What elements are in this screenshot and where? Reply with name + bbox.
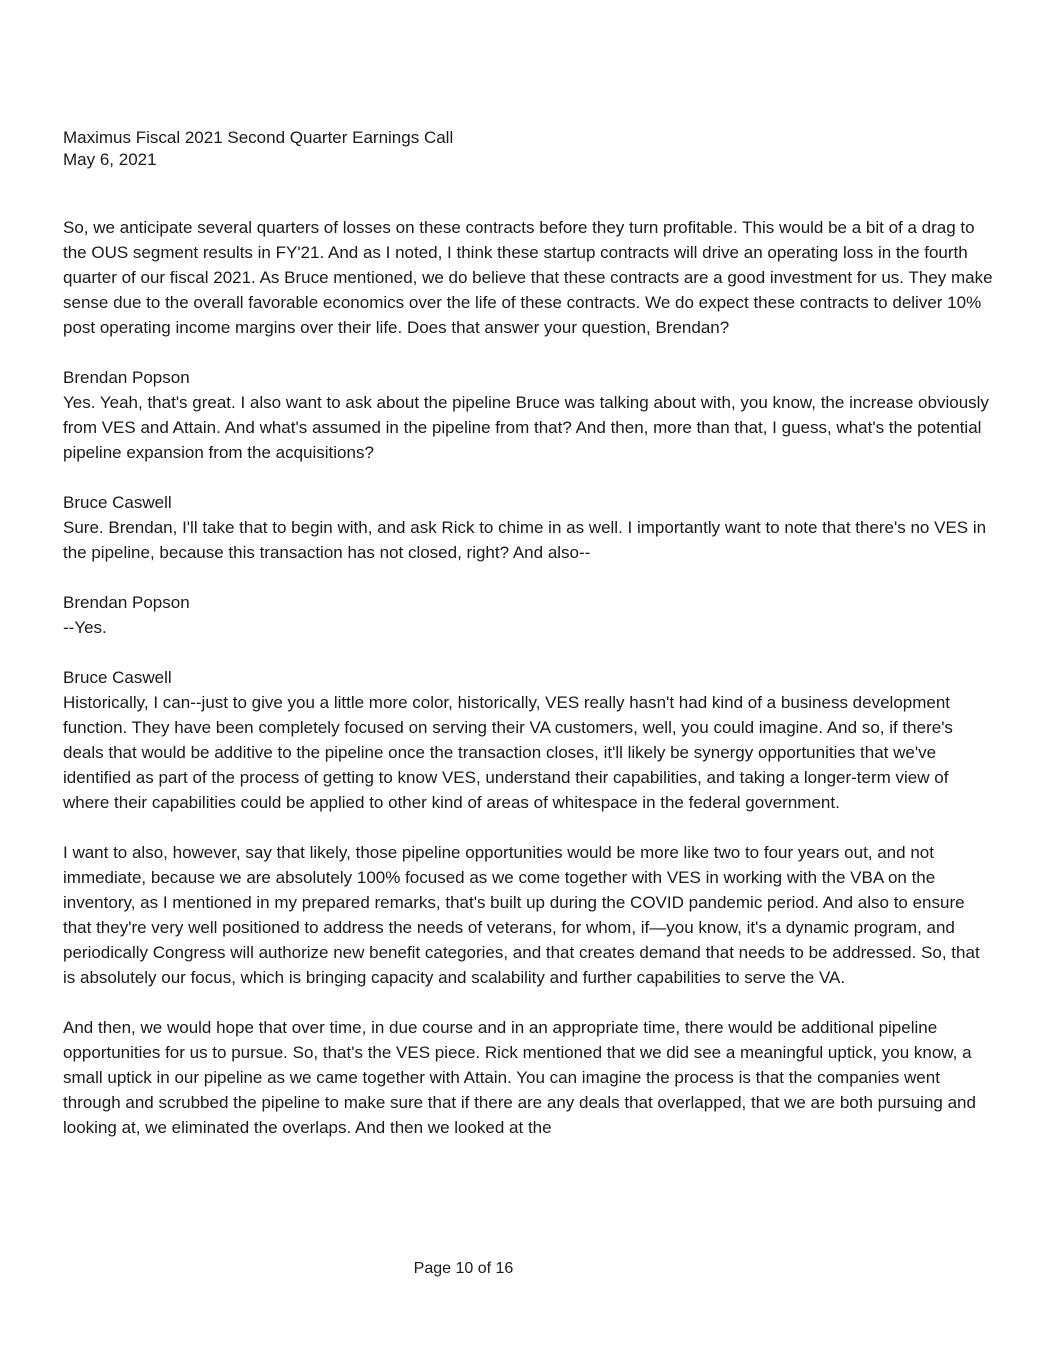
- paragraph-text: --Yes.: [63, 618, 107, 637]
- speaker-name: Bruce Caswell: [63, 493, 172, 512]
- paragraph-text: Yes. Yeah, that's great. I also want to ask about the pipeline Bruce was talking about with, you know, the increase obviously from VES and Attain. And what's assumed in the pipeline from that? And then, more than that, I guess, what's the potential pipeline expansion from the acquisitions?: [63, 393, 989, 462]
- speaker-name: Bruce Caswell: [63, 668, 172, 687]
- transcript-block: [63, 490, 993, 565]
- transcript-block: [63, 665, 993, 815]
- speaker-name: Brendan Popson: [63, 368, 190, 387]
- speaker-name: Brendan Popson: [63, 593, 190, 612]
- document-date: May 6, 2021: [63, 150, 157, 169]
- paragraph-text: So, we anticipate several quarters of losses on these contracts before they turn profitable. This would be a bit of a drag to the OUS segment results in FY'21. And as I noted, I think these startup contracts will drive an operating loss in the fourth quarter of our fiscal 2021. As Bruce mentioned, we do believe that these contracts are a good investment for us. They make sense due to the overall favorable economics over the life of these contracts. We do expect these contracts to deliver 10% post operating income margins over their life. Does that answer your question, Brendan?: [63, 218, 993, 337]
- paragraph-text: And then, we would hope that over time, in due course and in an appropriate time, there would be additional pipeline opportunities for us to pursue. So, that's the VES piece. Rick mentioned that we did see a meaningful uptick, you know, a small uptick in our pipeline as we came together with Attain. You can imagine the process is that the companies went through and scrubbed the pipeline to make sure that if there are any deals that overlapped, that we are both pursuing and looking at, we eliminated the overlaps. And then we looked at the: [63, 1018, 976, 1137]
- paragraph-text: Sure. Brendan, I'll take that to begin with, and ask Rick to chime in as well. I importantly want to note that there's no VES in the pipeline, because this transaction has not closed, right? And also--: [63, 518, 987, 562]
- paragraph-text: I want to also, however, say that likely, those pipeline opportunities would be more like two to four years out, and not immediate, because we are absolutely 100% focused as we come together with VES in working with the VBA on the inventory, as I mentioned in my prepared remarks, that's built up during the COVID pandemic period. And also to ensure that they're very well positioned to address the needs of veterans, for whom, if—you know, it's a dynamic program, and periodically Congress will authorize new benefit categories, and that creates demand that needs to be addressed. So, that is absolutely our focus, which is bringing capacity and scalability and further capabilities to serve the VA.: [63, 843, 980, 987]
- transcript-paragraph: [63, 1015, 993, 1140]
- transcript-block: [63, 590, 993, 640]
- transcript-block: [63, 365, 993, 465]
- document-content: [63, 127, 993, 1165]
- transcript-paragraph: [63, 840, 993, 990]
- transcript-paragraph: [63, 215, 993, 340]
- document-title: Maximus Fiscal 2021 Second Quarter Earnings Call: [63, 128, 454, 147]
- page-number: Page 10 of 16: [413, 1260, 514, 1277]
- paragraph-text: Historically, I can--just to give you a little more color, historically, VES really hasn't had kind of a business development function. They have been completely focused on serving their VA customers, well, you could imagine. And so, if there's deals that would be additive to the pipeline once the transaction closes, it'll likely be synergy opportunities that we've identified as part of the process of getting to know VES, understand their capabilities, and taking a longer-term view of where their capabilities could be applied to other kind of areas of whitespace in the federal government.: [63, 693, 953, 812]
- document-header: [63, 127, 993, 171]
